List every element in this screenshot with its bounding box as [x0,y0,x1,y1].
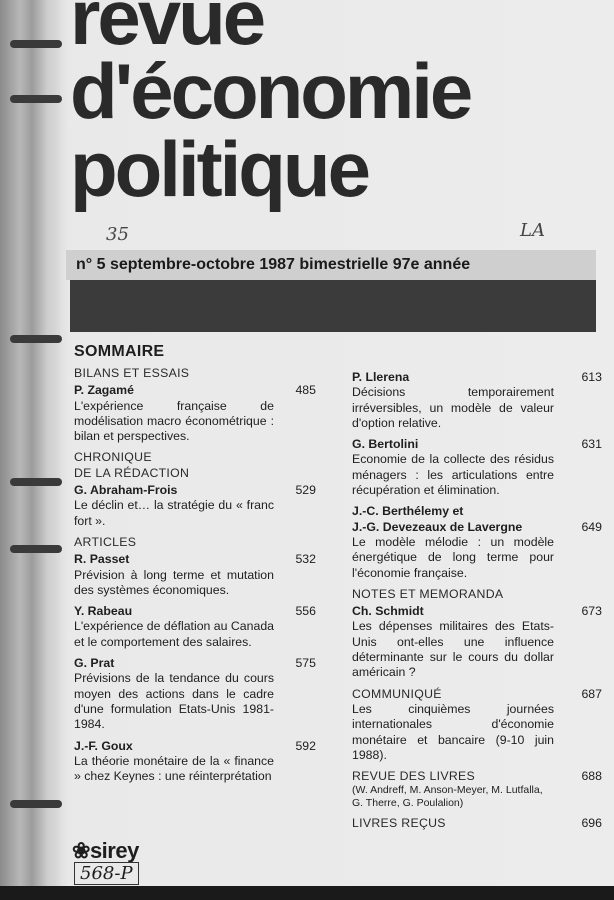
entry-page: 649 [581,519,602,534]
entry-page: 631 [581,437,602,452]
masthead-line-2: d'économie [70,47,471,135]
entry-page: 575 [295,656,316,671]
entry-author: G. Prat [74,656,115,671]
toc-entry[interactable] [74,739,316,785]
entry-page: 592 [295,738,316,753]
entry-title: L'expérience française de modélisation macro économétrique : bilan et perspectives. [74,398,274,444]
entry-title: Le déclin et… la stratégie du « franc fort ». [74,498,274,528]
entry-author: Ch. Schmidt [352,604,424,619]
entry-title: Economie de la collecte des résidus ménagers : les articulations entre récupération et élimination. [352,452,554,498]
entry-page: 613 [581,370,602,384]
entry-title: Prévision à long terme et mutation des systèmes économiques. [74,567,274,597]
toc-entry[interactable] [352,504,602,580]
issue-line: n° 5 septembre-octobre 1987 bimestrielle 97e année [76,256,471,273]
entry-page: 688 [581,769,602,784]
toc-entry[interactable] [352,816,602,831]
binding-ring [10,335,62,343]
entry-author: J.-G. Devezeaux de Lavergne [352,519,523,534]
toc-right-column [352,368,602,832]
section-heading: COMMUNIQUÉ [352,686,442,701]
section-heading: DE LA RÉDACTION [74,465,190,480]
section-heading: ARTICLES [74,534,137,549]
entry-title: (W. Andreff, M. Anson-Meyer, M. Lutfalla, G. Therre, G. Poulalion) [352,784,543,810]
binding-ring [10,800,62,808]
entry-page: 532 [295,552,316,567]
entry-title: L'expérience de déflation au Canada et le comportement des salaires. [74,619,274,649]
toc-entry[interactable] [74,383,316,444]
entry-page: 696 [581,816,602,831]
toc-entry[interactable] [352,370,602,431]
entry-author: P. Zagamé [74,383,134,398]
masthead-line-3: politique [70,125,368,213]
binding-ring [10,95,62,103]
entry-author: P. Llerena [352,370,410,384]
masthead-line-1: revue [70,0,264,61]
entry-author: Y. Rabeau [74,604,133,619]
sommaire-heading: SOMMAIRE [74,343,165,360]
entry-title: Le modèle mélodie : un modèle énergétique de long terme pour l'économie française. [352,534,554,580]
entry-author: J.-C. Berthélemy et [352,504,464,519]
entry-title: Décisions temporairement irréversibles, un modèle de valeur d'option relative. [352,385,554,430]
toc-entry[interactable] [74,483,316,529]
handwritten-mark: 35 [106,224,129,245]
publisher-logo [72,838,139,864]
toc-entry[interactable] [352,437,602,498]
toc-entry[interactable] [352,769,602,784]
section-heading: LIVRES REÇUS [352,816,446,831]
entry-title: Les dépenses militaires des Etats-Unis ont-elles une influence déterminante sur le cours du dollar américain ? [352,619,554,680]
scan-bottom-edge [0,886,614,900]
handwritten-initials: LA [520,220,545,241]
entry-author: G. Bertolini [352,437,419,452]
shelf-mark: 568-P [74,862,139,885]
section-heading: CHRONIQUE [74,450,152,465]
toc-entry[interactable] [74,552,316,598]
publisher-mark-icon: ❀ [72,838,90,863]
section-heading: BILANS ET ESSAIS [74,366,190,380]
entry-author: J.-F. Goux [74,738,133,753]
dark-band [70,280,596,332]
binding-edge [0,0,62,900]
entry-title: Prévisions de la tendance du cours moyen des actions dans le cadre d'une formulation Etats-Unis 1981-1984. [74,671,274,732]
binding-ring [10,40,62,48]
entry-page: 687 [581,686,602,701]
entry-page: 485 [295,383,316,398]
toc-left-column [74,366,316,790]
entry-author: R. Passet [74,552,130,567]
entry-page: 673 [581,604,602,619]
toc-entry[interactable] [352,604,602,680]
toc-entry[interactable] [74,604,316,650]
binding-ring [10,545,62,553]
toc-entry[interactable] [74,656,316,732]
publisher-name: sirey [89,838,139,863]
entry-page: 529 [295,483,316,498]
section-heading: NOTES ET MEMORANDA [352,586,504,601]
entry-title: La théorie monétaire de la « finance » chez Keynes : une réinterprétation [74,753,274,784]
toc-entry[interactable] [352,687,602,702]
entry-title: Les cinquièmes journées internationales d'économie monétaire et bancaire (9-10 juin 1988). [352,701,554,762]
entry-page: 556 [295,604,316,619]
entry-author: G. Abraham-Frois [74,483,178,498]
section-heading: REVUE DES LIVRES [352,769,476,784]
binding-ring [10,478,62,486]
